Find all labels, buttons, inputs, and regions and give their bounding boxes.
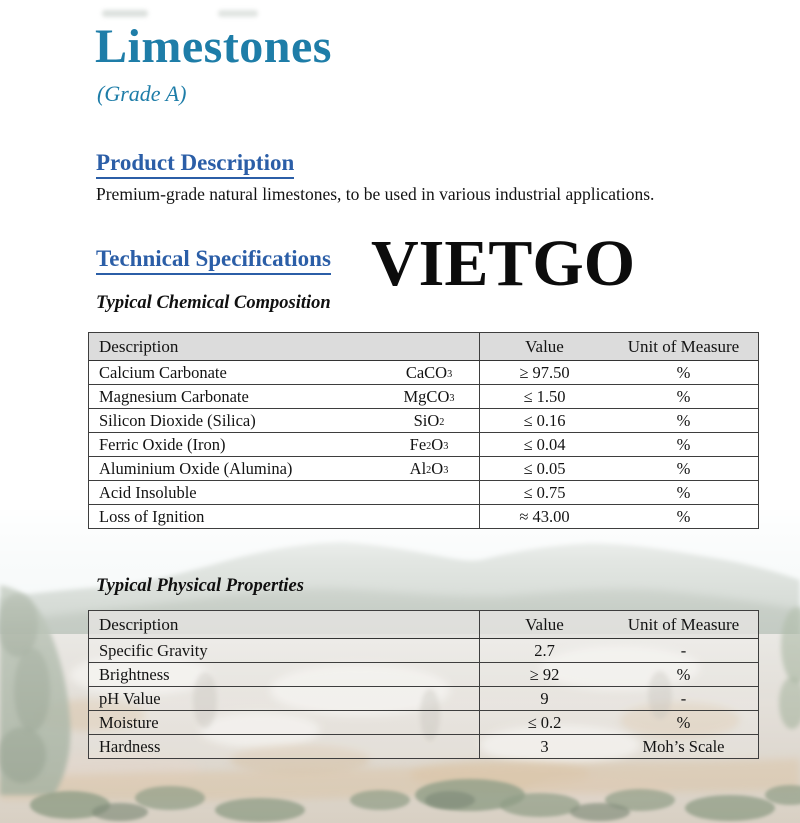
top-edge-artifact [102, 10, 148, 17]
table-row [89, 385, 758, 409]
cell-value: ≤ 0.16 [479, 409, 609, 432]
cell-formula: CaCO $_3$ [405, 362, 453, 382]
cell-value: 2.7 [479, 639, 609, 662]
header-cell: Value [479, 611, 609, 638]
cell-formula [379, 639, 479, 662]
cell-formula [379, 481, 479, 504]
cell-description: Aluminium Oxide (Alumina) [99, 458, 293, 478]
cell-formula [379, 735, 479, 758]
cell-value: 3 [479, 735, 609, 758]
cell-description: Ferric Oxide (Iron) [99, 434, 226, 454]
cell-value: ≤ 0.05 [479, 457, 609, 480]
cell-description: pH Value [99, 688, 161, 708]
cell-value: ≤ 0.2 [479, 711, 609, 734]
header-cell: Unit of Measure [627, 614, 740, 634]
cell-value: ≥ 97.50 [479, 361, 609, 384]
table-row [89, 735, 758, 758]
cell-unit: % [676, 664, 691, 684]
chemical-composition-caption: Typical Chemical Composition [96, 293, 331, 313]
product-description-heading: Product Description [96, 150, 294, 179]
cell-description: Specific Gravity [99, 640, 208, 660]
header-cell: Description [99, 614, 179, 634]
cell-value: ≥ 92 [479, 663, 609, 686]
cell-description: Loss of Ignition [99, 506, 205, 526]
cell-description: Hardness [99, 736, 161, 756]
cell-unit: % [676, 506, 691, 526]
cell-formula: Al $_2$ O $_3$ [409, 458, 449, 478]
header-cell: Value [479, 333, 609, 360]
table-row [89, 711, 758, 735]
cell-formula: Fe $_2$ O $_3$ [409, 434, 449, 454]
cell-value: ≤ 1.50 [479, 385, 609, 408]
cell-formula [379, 711, 479, 734]
table-row [89, 361, 758, 385]
cell-value: ≈ 43.00 [479, 505, 609, 528]
physical-properties-caption: Typical Physical Properties [96, 576, 304, 596]
table-header-row [89, 333, 758, 361]
cell-formula: MgCO $_3$ [403, 386, 455, 406]
table-row [89, 687, 758, 711]
cell-description: Moisture [99, 712, 159, 732]
cell-unit: % [676, 482, 691, 502]
product-description-text: Premium-grade natural limestones, to be used in various industrial applications. [96, 184, 655, 204]
cell-unit: % [676, 362, 691, 382]
cell-unit: % [676, 410, 691, 430]
header-cell: Description [99, 336, 179, 356]
cell-unit: % [676, 712, 691, 732]
cell-formula: SiO $_2$ [413, 410, 445, 430]
page-title: Limestones [95, 20, 332, 73]
cell-formula [379, 687, 479, 710]
chemical-composition-table [88, 332, 759, 529]
cell-description: Brightness [99, 664, 170, 684]
table-row [89, 663, 758, 687]
table-row [89, 433, 758, 457]
technical-specifications-heading: Technical Specifications [96, 246, 331, 275]
cell-formula [379, 663, 479, 686]
cell-unit: Moh’s Scale [642, 736, 725, 756]
vietgo-watermark: VIETGO [371, 227, 636, 300]
page-subtitle: (Grade A) [97, 81, 187, 106]
cell-unit: - [680, 640, 687, 660]
table-row [89, 481, 758, 505]
header-cell: Unit of Measure [627, 336, 740, 356]
cell-description: Acid Insoluble [99, 482, 197, 502]
cell-unit: % [676, 458, 691, 478]
cell-description: Silicon Dioxide (Silica) [99, 410, 256, 430]
cell-unit: % [676, 434, 691, 454]
table-row [89, 639, 758, 663]
cell-description: Magnesium Carbonate [99, 386, 249, 406]
cell-description: Calcium Carbonate [99, 362, 227, 382]
table-row [89, 457, 758, 481]
cell-unit: % [676, 386, 691, 406]
top-edge-artifact [218, 10, 258, 17]
physical-properties-table [88, 610, 759, 759]
cell-value: ≤ 0.75 [479, 481, 609, 504]
cell-value: 9 [479, 687, 609, 710]
table-row [89, 409, 758, 433]
table-row [89, 505, 758, 528]
cell-unit: - [680, 688, 687, 708]
cell-value: ≤ 0.04 [479, 433, 609, 456]
cell-formula [379, 505, 479, 528]
table-header-row [89, 611, 758, 639]
